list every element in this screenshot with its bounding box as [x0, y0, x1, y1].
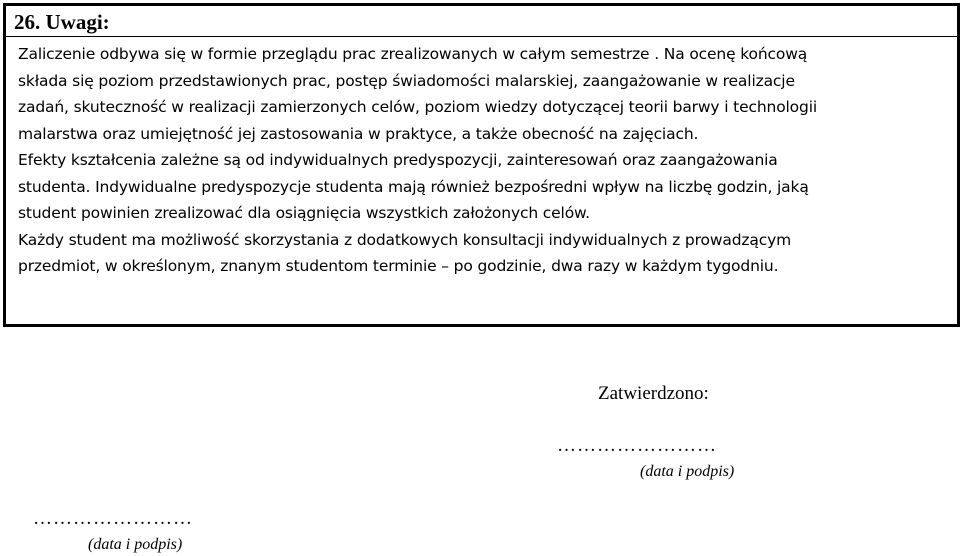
approved-label: Zatwierdzono: [598, 383, 709, 404]
approval-signature-caption: (data i podpis) [640, 463, 735, 480]
text-line: Efekty kształcenia zależne są od indywidualnych predyspozycji, zainteresowań oraz zaangażowania [18, 151, 778, 169]
text-line: Każdy student ma możliwość skorzystania z dodatkowych konsultacji indywidualnych z prowadzącym [18, 230, 792, 249]
text-line: zadań, skuteczność w realizacji zamierzonych celów, poziom wiedzy dotyczącej teorii barwy i technologii [18, 98, 818, 116]
remarks-text [18, 41, 948, 280]
text-line: Zaliczenie odbywa się w formie przeglądu prac zrealizowanych w całym semestrze . Na ocenę końcową [18, 45, 808, 63]
remarks-section [3, 3, 960, 327]
text-line: przedmiot, w określonym, znanym studentom terminie – po godzinie, dwa razy w każdym tygodniu. [18, 257, 779, 275]
author-signature-caption: (data i podpis) [88, 536, 183, 553]
text-line: student powinien zrealizować dla osiągnięcia wszystkich założonych celów. [18, 204, 590, 222]
text-line: malarstwa oraz umiejętność jej zastosowania w praktyce, a także obecność na zajęciach. [18, 124, 699, 143]
author-signature-line: …………………… [33, 508, 193, 529]
approval-signature-line: …………………… [557, 435, 717, 456]
section-header [6, 6, 957, 37]
section-heading: 26. Uwagi: [14, 10, 110, 34]
text-line: studenta. Indywidualne predyspozycje studenta mają również bezpośredni wpływ na liczbę godzin, jaką [18, 177, 809, 196]
text-line: składa się poziom przedstawionych prac, postęp świadomości malarskiej, zaangażowanie w realizacje [18, 71, 795, 90]
